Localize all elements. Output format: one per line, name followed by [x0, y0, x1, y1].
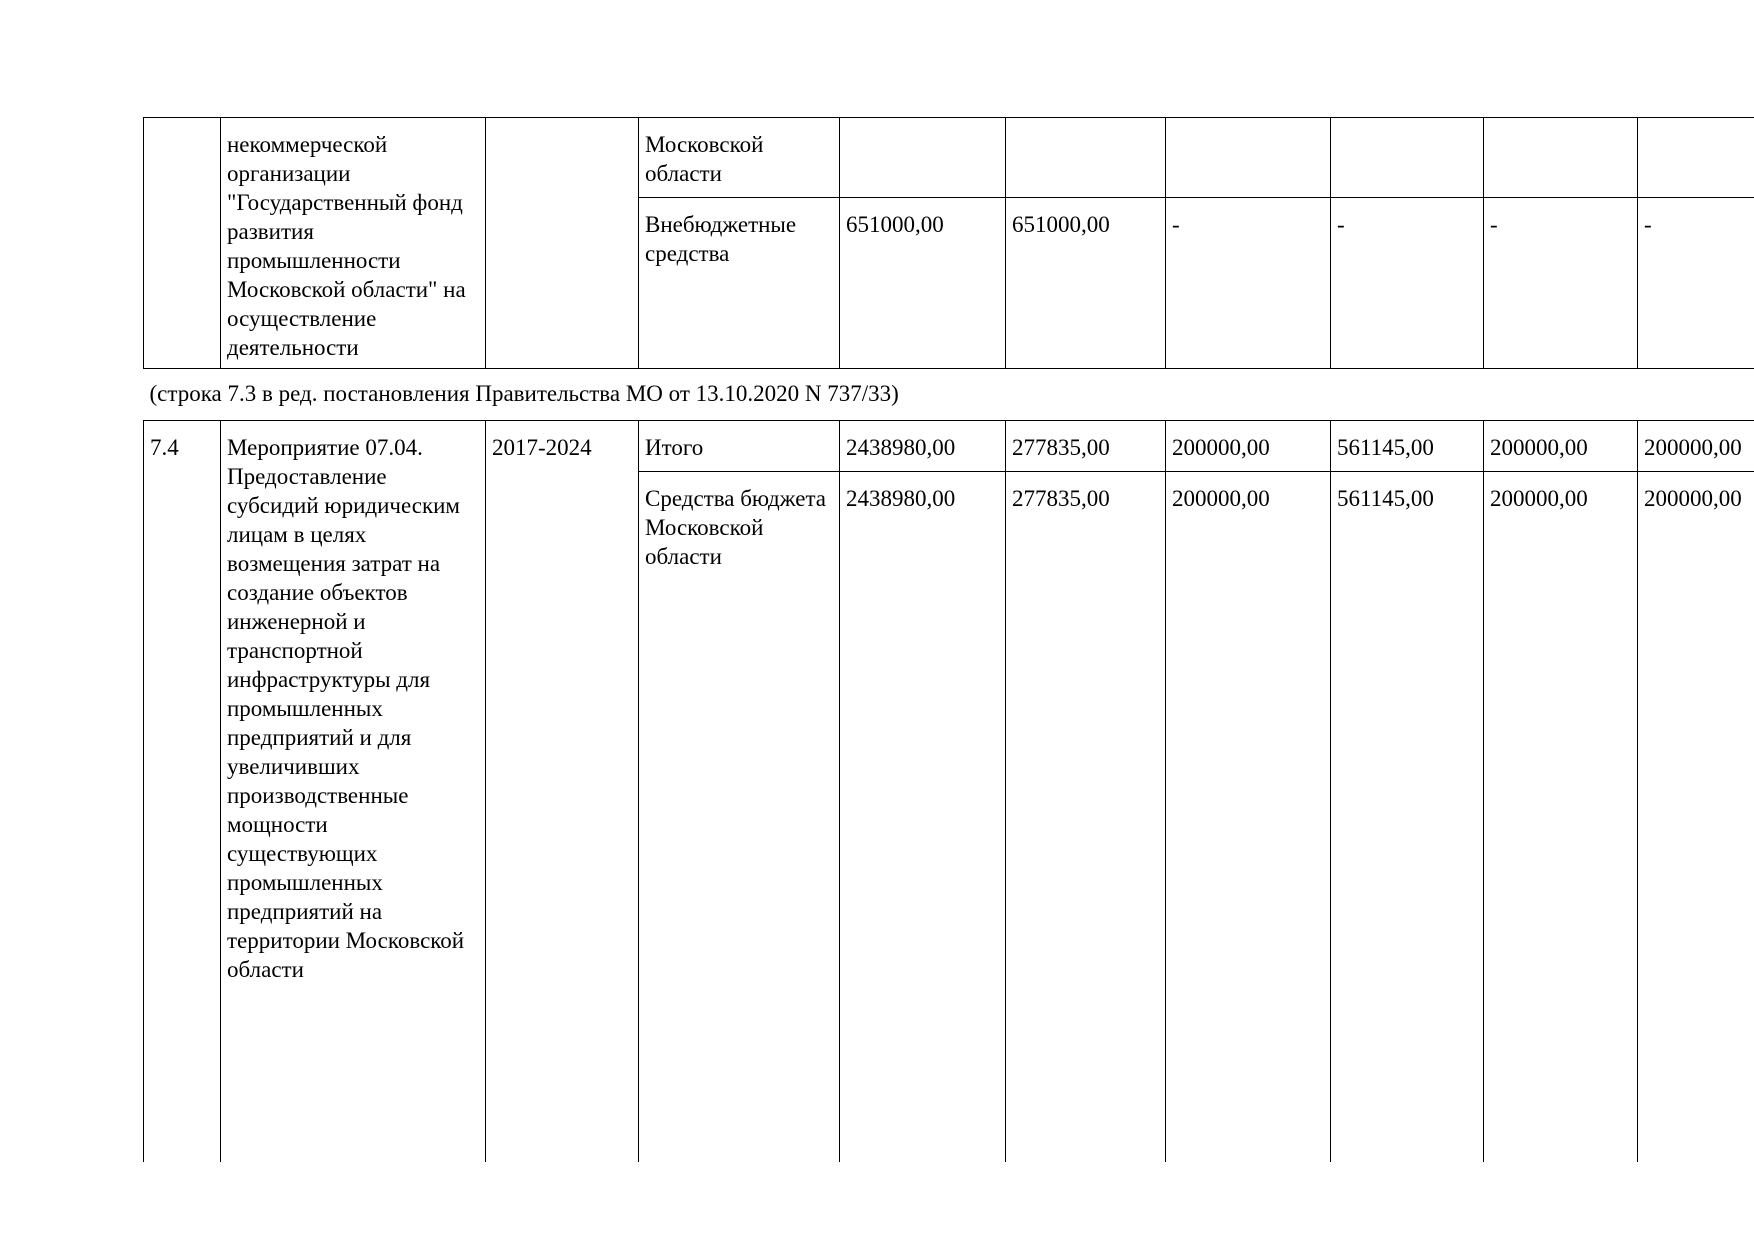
value-cell: 2438980,00	[840, 472, 1006, 1162]
value-cell: 561145,00	[1331, 472, 1484, 1162]
funding-source-cell	[639, 472, 840, 1162]
financing-table	[143, 117, 1754, 1162]
table-row	[144, 118, 1754, 198]
value-cell	[1166, 118, 1331, 198]
funding-source: Московской области	[645, 132, 764, 186]
value-cell: 200000,00	[1638, 421, 1754, 472]
value-cell: 651000,00	[840, 198, 1006, 369]
funding-source-cell: Итого	[639, 421, 840, 472]
value-cell: 200000,00	[1484, 472, 1638, 1162]
table-row	[144, 421, 1754, 472]
value-cell: 561145,00	[1331, 421, 1484, 472]
activity-name: некоммерческой организации "Государственный фонд развития промышленности Московской области" на осуществление деятельности	[227, 132, 466, 360]
activity-name: Мероприятие 07.04. Предоставление субсидий юридическим лицам в целях возмещения затрат на создание объектов инженерной и транспортной инфраструктуры для промышленных предприятий и для увеличивших производственные мощности существующих промышленных предприятий на территории Московской области	[227, 435, 465, 982]
value-cell: 277835,00	[1006, 421, 1166, 472]
value-cell: 200000,00	[1484, 421, 1638, 472]
row-number-cell: 7.4	[144, 421, 221, 1162]
period-cell	[486, 118, 639, 369]
value-cell: 200000,00	[1166, 421, 1331, 472]
period-cell: 2017-2024	[486, 421, 639, 1162]
value-cell	[1006, 118, 1166, 198]
value-cell	[1638, 118, 1754, 198]
activity-name-cell	[221, 118, 486, 369]
funding-source: Средства бюджета Московской области	[645, 486, 826, 569]
value-cell: 277835,00	[1006, 472, 1166, 1162]
value-cell: 200000,00	[1166, 472, 1331, 1162]
value-cell: -	[1638, 198, 1754, 369]
row-number-cell	[144, 118, 221, 369]
value-cell	[840, 118, 1006, 198]
value-cell: 2438980,00	[840, 421, 1006, 472]
value-cell: 651000,00	[1006, 198, 1166, 369]
value-cell: -	[1331, 198, 1484, 369]
activity-name-cell	[221, 421, 486, 1162]
amendment-note-row	[144, 369, 1754, 421]
value-cell: -	[1166, 198, 1331, 369]
funding-source: Внебюджетные средства	[645, 212, 797, 266]
value-cell: -	[1484, 198, 1638, 369]
amendment-note: (строка 7.3 в ред. постановления Правительства МО от 13.10.2020 N 737/33)	[144, 369, 1754, 421]
funding-source-cell	[639, 198, 840, 369]
value-cell	[1484, 118, 1638, 198]
value-cell: 200000,00	[1638, 472, 1754, 1162]
value-cell	[1331, 118, 1484, 198]
funding-source-cell	[639, 118, 840, 198]
